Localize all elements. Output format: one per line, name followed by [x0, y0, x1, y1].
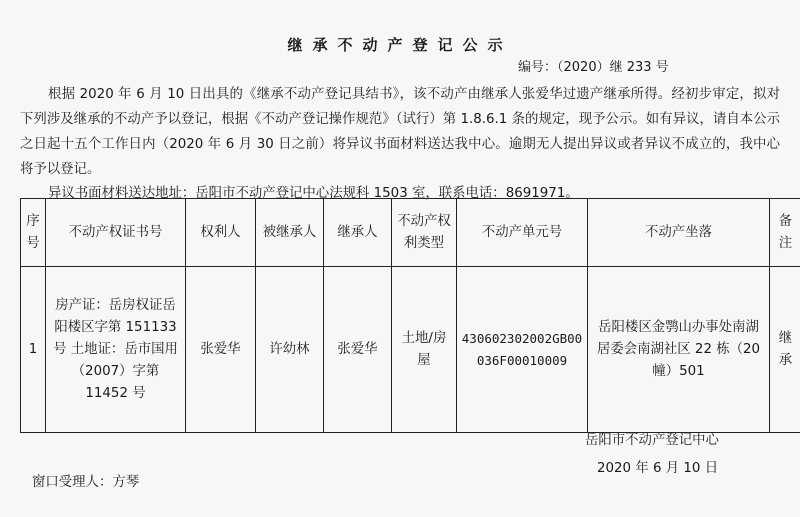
issue-date: 2020 年 6 月 10 日 [597, 461, 719, 476]
document-number: 编号：（2020）继 233 号 [518, 60, 669, 75]
cell-decedent: 许幼林 [256, 267, 324, 433]
cell-heir: 张爱华 [324, 267, 392, 433]
cell-seq: 1 [21, 267, 46, 433]
cell-right-holder: 张爱华 [186, 267, 256, 433]
cell-remark: 继承 [770, 267, 800, 433]
header-location: 不动产坐落 [588, 199, 770, 267]
header-right-type: 不动产权利类型 [392, 199, 457, 267]
notice-title: 继承不动产登记公示 [287, 36, 513, 54]
header-remark: 备注 [770, 199, 800, 267]
cell-cert-no: 房产证：岳房权证岳阳楼区字第 151133 号 土地证：岳市国用（2007）字第 11452 号 [46, 267, 186, 433]
header-heir: 继承人 [324, 199, 392, 267]
property-table [20, 198, 800, 433]
header-seq: 序号 [21, 199, 46, 267]
header-unit-no: 不动产单元号 [457, 199, 588, 267]
notice-body: 根据 2020 年 6 月 10 日出具的《继承不动产登记具结书》，该不动产由继承人张爱华过遗产继承所得。经初步审定，拟对下列涉及继承的不动产予以登记，根据《不动产登记操作规范》（试行）第 1.8.6.1 条的规定，现予公示。如有异议，请自本公示之日起十五个工作日内（2020 年 6 月 30 日之前）将异议书面材料送达我中心。逾期无人提出异议或者异议不成立的，我中心将予以登记。 [20, 87, 780, 177]
issuing-organization: 岳阳市不动产登记中心 [585, 433, 719, 448]
cell-location: 岳阳楼区金鹗山办事处南湖居委会南湖社区 22 栋（20 幢）501 [588, 267, 770, 433]
cell-unit-no: 430602302002GB00036F00010009 [457, 267, 588, 433]
header-right-holder: 权利人 [186, 199, 256, 267]
header-decedent: 被继承人 [256, 199, 324, 267]
table-row [21, 267, 800, 433]
objection-address: 异议书面材料送达地址：岳阳市不动产登记中心法规科 1503 室，联系电话：8691971。 [48, 186, 579, 201]
header-cert-no: 不动产权证书号 [46, 199, 186, 267]
cell-right-type: 土地/房屋 [392, 267, 457, 433]
window-staff: 窗口受理人：方琴 [32, 475, 140, 490]
table-header-row [21, 199, 800, 267]
